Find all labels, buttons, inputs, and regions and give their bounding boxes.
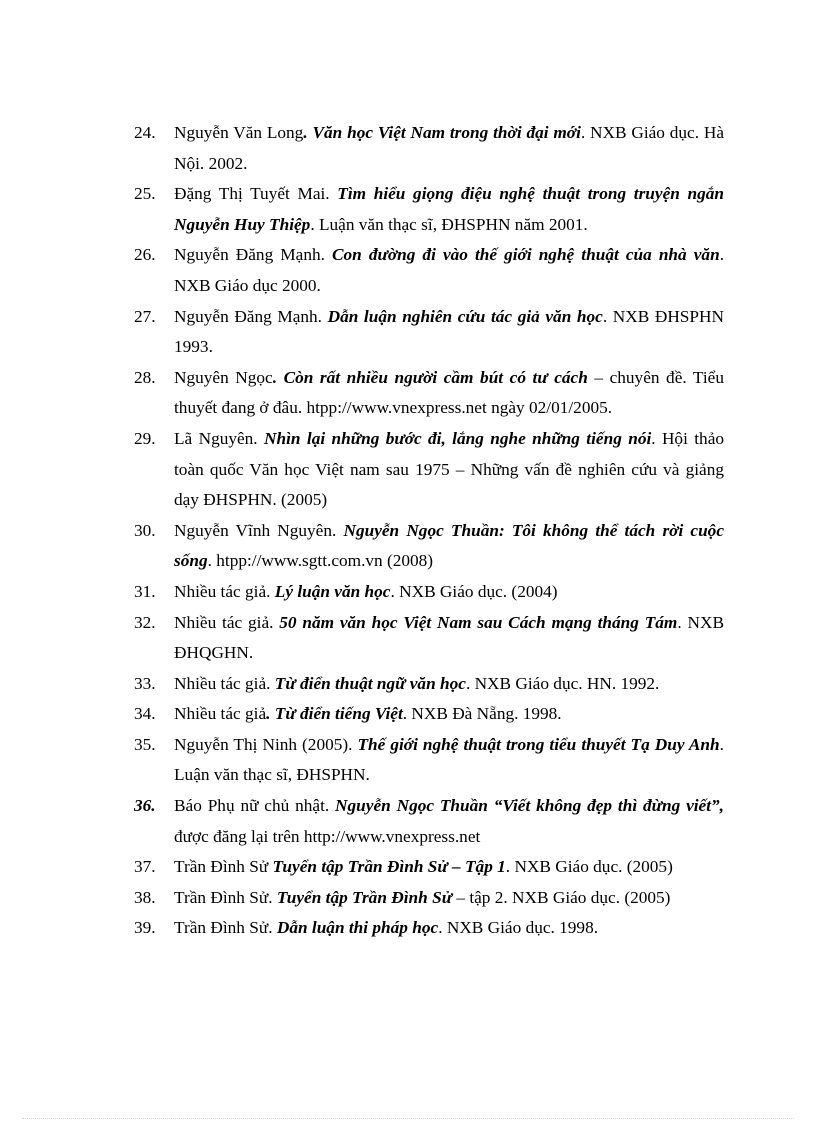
reference-details: – tập 2. NXB Giáo dục. (2005) <box>452 887 671 907</box>
reference-details: . NXB ĐHSPHN 1993. <box>174 306 724 357</box>
reference-title: . Từ điển tiếng Việt <box>266 704 403 724</box>
reference-title: Con đường đi vào thế giới nghệ thuật của nhà văn <box>332 245 720 265</box>
reference-number: 27. <box>134 306 156 326</box>
reference-details: . Hội thảo toàn quốc Văn học Việt nam sau 1975 – Những vấn đề nghiên cứu và giảng dạy ĐHSPHN. (2005) <box>174 428 725 510</box>
reference-item <box>130 577 724 608</box>
reference-item <box>130 608 724 669</box>
reference-details: được đăng lại trên http://www.vnexpress.net <box>174 826 481 846</box>
reference-author: Trần Đình Sử. <box>174 918 277 938</box>
reference-author: Báo Phụ nữ chủ nhật. <box>174 796 336 816</box>
reference-author: Nhiều tác giả. <box>174 581 275 601</box>
reference-item <box>130 118 724 179</box>
reference-author: Nguyễn Văn Long <box>174 123 304 142</box>
reference-number: 35. <box>134 734 156 754</box>
reference-details: . NXB ĐHQGHN. <box>174 612 724 663</box>
reference-item <box>130 913 724 944</box>
reference-title: . Văn học Việt Nam trong thời đại mới <box>303 123 581 142</box>
reference-title: Tìm hiểu giọng điệu nghệ thuật trong truyện ngắn Nguyễn Huy Thiệp <box>174 184 725 234</box>
reference-number: 39. <box>134 918 156 938</box>
reference-item <box>130 363 724 424</box>
reference-number: 36. <box>134 796 156 816</box>
reference-title: Nguyễn Ngọc Thuần “Viết không đẹp thì đừng viết”, <box>335 796 724 816</box>
reference-item <box>130 669 724 700</box>
reference-title: Tuyển tập Trần Đình Sử <box>276 887 453 907</box>
reference-author: Đặng Thị Tuyết Mai. <box>174 184 338 204</box>
reference-title: Dẫn luận thi pháp học <box>276 918 439 938</box>
reference-number: 25. <box>134 184 156 204</box>
reference-number: 38. <box>134 887 156 907</box>
reference-title: Dẫn luận nghiên cứu tác giả văn học <box>327 306 603 326</box>
reference-title: . Còn rất nhiều người cầm bút có tư cách <box>272 367 588 387</box>
reference-item <box>130 516 724 577</box>
reference-number: 33. <box>134 673 156 693</box>
reference-author: Nguyễn Vĩnh Nguyên. <box>174 520 344 540</box>
reference-item <box>130 302 724 363</box>
reference-item <box>130 791 724 852</box>
reference-list <box>130 118 724 944</box>
reference-details: – chuyên đề. Tiểu thuyết đang ở đâu. htpp://www.vnexpress.net ngày 02/01/2005. <box>174 367 724 418</box>
reference-item <box>130 852 724 883</box>
reference-author: Lã Nguyên. <box>174 428 265 448</box>
reference-number: 28. <box>134 367 156 387</box>
reference-details: . NXB Đà Nẵng. 1998. <box>402 704 562 724</box>
reference-author: Nhiều tác giả <box>174 704 267 724</box>
reference-details: . NXB Giáo dục. 1998. <box>438 918 599 938</box>
reference-author: Trần Đình Sử. <box>174 887 277 907</box>
reference-details: . NXB Giáo dục. (2005) <box>505 857 673 877</box>
reference-title: 50 năm văn học Việt Nam sau Cách mạng tháng Tám <box>279 612 678 632</box>
reference-details: . htpp://www.sgtt.com.vn (2008) <box>207 551 434 571</box>
reference-details: . NXB Giáo dục 2000. <box>174 245 725 295</box>
reference-author: Nguyễn Thị Ninh (2005). <box>174 734 358 754</box>
reference-author: Trần Đình Sử <box>174 857 273 877</box>
reference-number: 37. <box>134 857 156 877</box>
reference-item <box>130 730 724 791</box>
reference-author: Nguyễn Đăng Mạnh. <box>174 245 332 265</box>
reference-author: Nguyên Ngọc <box>174 367 273 387</box>
reference-number: 29. <box>134 428 156 448</box>
reference-item <box>130 699 724 730</box>
reference-number: 34. <box>134 704 156 724</box>
reference-title: Nguyễn Ngọc Thuần: Tôi không thể tách rời cuộc sống <box>174 520 724 571</box>
reference-title: Lý luận văn học <box>274 581 391 601</box>
reference-title: Thế giới nghệ thuật trong tiểu thuyết Tạ Duy Anh <box>357 734 720 754</box>
reference-details: . NXB Giáo dục. (2004) <box>390 581 558 601</box>
reference-item <box>130 179 724 240</box>
reference-title: Tuyển tập Trần Đình Sử – Tập 1 <box>272 857 506 877</box>
reference-item <box>130 883 724 914</box>
reference-details: . Luận văn thạc sĩ, ĐHSPHN. <box>174 734 724 785</box>
reference-author: Nguyễn Đăng Mạnh. <box>174 306 328 326</box>
reference-title: Từ điển thuật ngữ văn học <box>274 673 466 693</box>
reference-number: 32. <box>134 612 156 632</box>
reference-item <box>130 240 724 301</box>
reference-item <box>130 424 724 516</box>
reference-number: 26. <box>134 245 156 265</box>
reference-number: 31. <box>134 581 156 601</box>
reference-author: Nhiều tác giả. <box>174 612 280 632</box>
reference-title: Nhìn lại những bước đi, lắng nghe những tiếng nói <box>264 428 652 448</box>
reference-number: 24. <box>134 123 156 142</box>
reference-details: . Luận văn thạc sĩ, ĐHSPHN năm 2001. <box>310 214 588 234</box>
reference-details: . NXB Giáo dục. Hà Nội. 2002. <box>174 123 724 173</box>
reference-author: Nhiều tác giả. <box>174 673 275 693</box>
page-bottom-rule <box>22 1118 794 1119</box>
reference-details: . NXB Giáo dục. HN. 1992. <box>465 673 660 693</box>
reference-number: 30. <box>134 520 156 540</box>
